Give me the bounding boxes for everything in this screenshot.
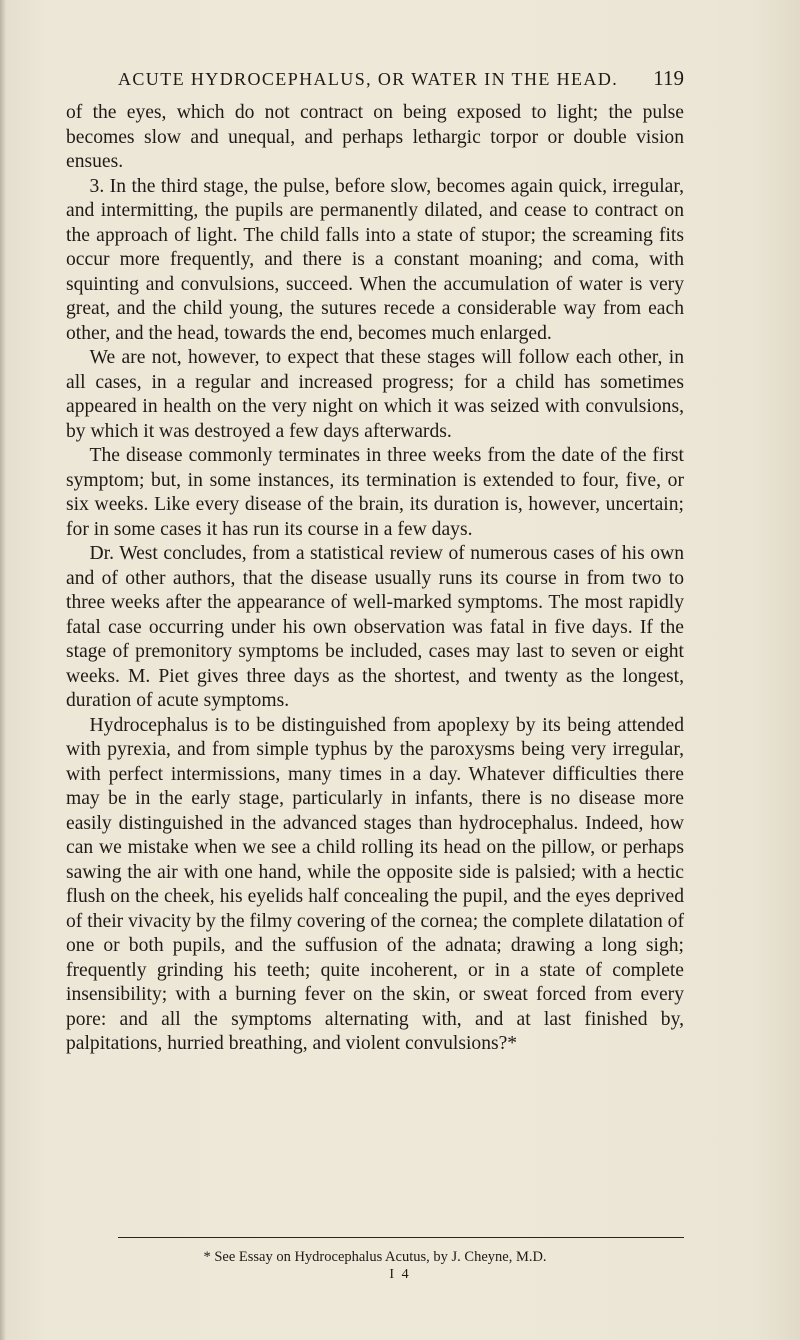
body-text	[66, 101, 684, 1057]
running-title: ACUTE HYDROCEPHALUS, OR WATER IN THE HEAD.	[118, 69, 619, 89]
page-gutter-shadow	[0, 0, 6, 1340]
paragraph-third-stage: 3. In the third stage, the pulse, before slow, becomes again quick, irregular, and intermitting, the pupils are permanently dilated, and cease to contract on the approach of light. The child falls into a state of stupor; the screaming fits occur more frequently, and there is a constant moaning; and coma, with squinting and convulsions, succeed. When the accumulation of water is very great, and the child young, the sutures recede a considerable way from each other, and the head, towards the end, becomes much enlarged.	[66, 175, 684, 344]
paragraph-dr-west: Dr. West concludes, from a statistical review of numerous cases of his own and of other authors, that the disease usually runs its course in from two to three weeks after the appearance of well-marked symptoms. The most rapidly fatal case occurring under his own observation was fatal in five days. If the stage of premonitory symptoms be included, cases may last to seven or eight weeks. M. Piet gives three days as the shortest, and twenty as the longest, duration of acute symptoms.	[66, 543, 684, 711]
paragraph-stages-progress: We are not, however, to expect that these stages will follow each other, in all cases, in a regular and increased progress; for a child has sometimes appeared in health on the very night on which it was seized with convulsions, by which it was destroyed a few days afterwards.	[66, 347, 684, 442]
paragraph-termination: The disease commonly terminates in three weeks from the date of the first symptom; but, in some instances, its termination is extended to four, five, or six weeks. Like every disease of the brain, its duration is, however, uncertain; for in some cases it has run its course in a few days.	[66, 445, 684, 540]
page-number: 119	[653, 66, 684, 90]
running-header	[118, 66, 684, 91]
paragraph-diagnosis: Hydrocephalus is to be distinguished from apoplexy by its being attended with pyrexia, and from simple typhus by the paroxysms being very irregular, with perfect intermissions, many times in a day. Whatever difficulties there may be in the early stage, particularly in infants, there is no disease more easily distinguished in the advanced stages than hydrocephalus. Indeed, how can we mistake when we see a child rolling its head on the pillow, or perhaps sawing the air with one hand, while the opposite side is palsied; with a hectic flush on the cheek, his eyelids half concealing the pupil, and the eyes deprived of their vivacity by the filmy covering of the cornea; the complete dilatation of one or both pupils, and the suffusion of the adnata; drawing a long sigh; frequently grinding his teeth; quite incoherent, or in a state of complete insensibility; with a burning fever on the skin, or sweat forced from every pore: and all the symptoms alternating with, and at last finished by, palpitations, hurried breathing, and violent convulsions?*	[66, 714, 684, 1054]
signature-mark: I 4	[389, 1267, 411, 1282]
footnote: * See Essay on Hydrocephalus Acutus, by J. Cheyne, M.D.	[203, 1249, 547, 1265]
footnote-rule	[118, 1237, 684, 1238]
paragraph-continuation: of the eyes, which do not contract on being exposed to light; the pulse becomes slow and unequal, and perhaps lethargic torpor or double vision ensues.	[66, 102, 684, 172]
